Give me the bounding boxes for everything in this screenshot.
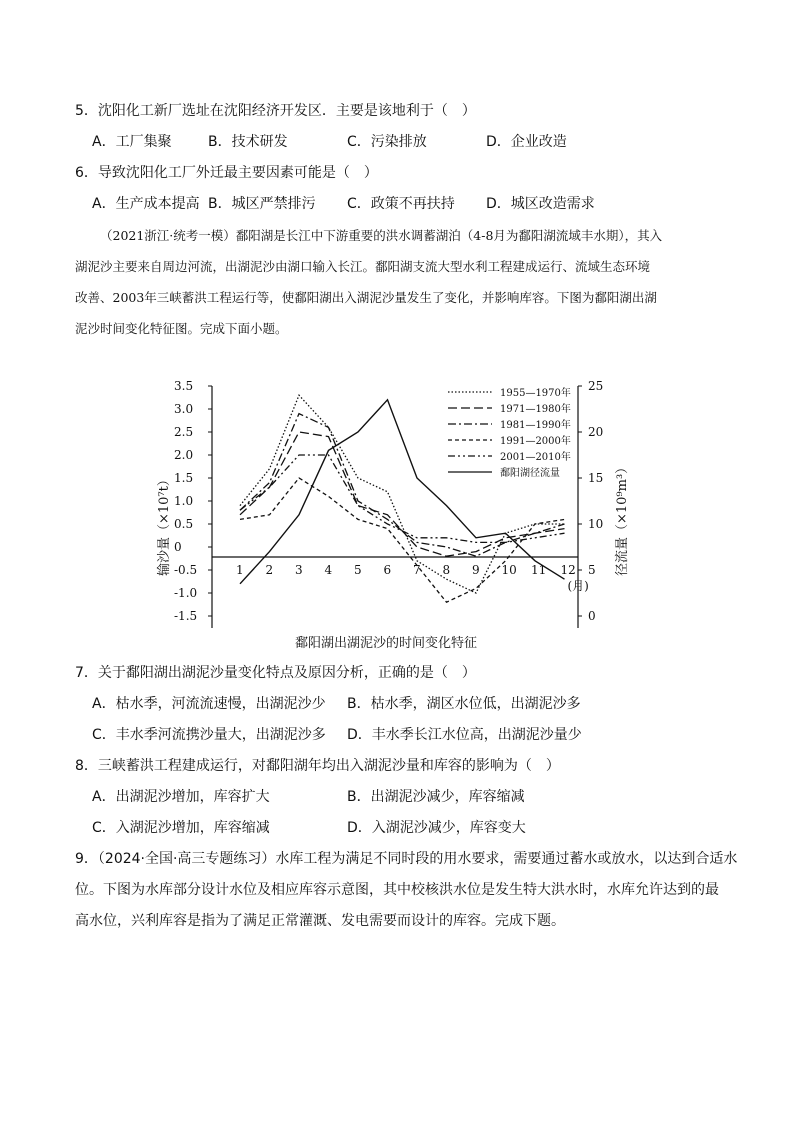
x-tick-label: 3 [295,563,303,577]
x-tick-label: 9 [472,563,480,577]
y-axis-right-label: 径流量（×10⁹m³） [615,460,630,576]
passage-line-4: 泥沙时间变化特征图。完成下面小题。 [75,321,288,336]
q6-option-d: D．城区改造需求 [486,196,595,212]
q5-option-d: D．企业改造 [486,134,567,150]
legend-label-4: 1991—2000年 [500,436,571,447]
x-tick-label: 1 [236,563,244,577]
y-right-tick-label: 10 [588,517,604,531]
chart-caption: 鄱阳湖出湖泥沙的时间变化特征 [295,636,478,651]
y-left-tick-label: -0.5 [174,563,198,577]
q7-option-d: D．丰水季长江水位高，出湖泥沙量少 [347,727,582,743]
q8-option-b: B．出湖泥沙减少，库容缩减 [347,789,525,805]
legend-label-1: 1955—1970年 [500,388,571,399]
q7-option-a: A．枯水季，河流流速慢，出湖泥沙少 [92,696,326,712]
x-axis-unit: (月) [567,579,589,593]
y-right-tick-label: 15 [588,471,604,485]
question-9-line-2: 位。下图为水库部分设计水位及相应库容示意图，其中校核洪水位是发生特大洪水时，水库允许达到的最 [75,882,719,898]
question-9-line-3: 高水位，兴利库容是指为了满足正常灌溉、发电需要而设计的库容。完成下题。 [75,913,565,929]
q6-option-a: A．生产成本提高 [92,196,200,212]
x-tick-label: 10 [501,563,517,577]
x-tick-label: 5 [354,563,362,577]
question-9-line-1: 9．（2024·全国·高三专题练习）水库工程为满足不同时段的用水要求，需要通过蓄水或放水，以达到合适水 [75,851,738,867]
question-7-stem: 7．关于鄱阳湖出湖泥沙量变化特点及原因分析，正确的是（ ） [75,665,476,681]
q8-option-a: A．出湖泥沙增加，库容扩大 [92,789,270,805]
legend-label-2: 1971—1980年 [500,404,571,415]
y-left-tick-label: -1.5 [174,609,198,623]
y-left-tick-label: 1.5 [174,471,194,485]
y-right-tick-label: 20 [588,425,604,439]
question-6-stem: 6．导致沈阳化工厂外迁最主要因素可能是（ ） [75,165,378,181]
series-line-2 [240,432,565,556]
q8-option-c: C．入湖泥沙增加，库容缩减 [92,820,270,836]
q7-option-c: C．丰水季河流携沙量大，出湖泥沙多 [92,727,326,743]
y-left-tick-label: 2.0 [174,448,194,462]
x-tick-label: 11 [531,563,547,577]
legend-label-5: 2001—2010年 [500,452,571,463]
y-left-tick-label: 2.5 [174,425,194,439]
y-axis-left-label: 输沙量（×10⁷t） [157,473,172,576]
series-line-4 [240,478,565,602]
q7-option-b: B．枯水季，湖区水位低，出湖泥沙多 [347,696,581,712]
x-tick-label: 2 [265,563,274,577]
passage-line-2: 湖泥沙主要来自周边河流，出湖泥沙由湖口输入长江。鄱阳湖支流大型水利工程建成运行、流域生态环境 [75,259,651,274]
x-tick-label: 8 [442,563,451,577]
legend-label-3: 1981—1990年 [500,420,571,431]
q6-option-c: C．政策不再扶持 [347,196,455,212]
x-tick-label: 4 [324,563,333,577]
q5-option-c: C．污染排放 [347,134,427,150]
y-left-tick-label: 3.0 [174,402,194,416]
y-left-tick-label: 0 [174,540,182,554]
q5-option-a: A．工厂集聚 [92,134,172,150]
y-right-tick-label: 0 [588,609,596,623]
y-right-tick-label: 25 [588,379,604,393]
y-left-tick-label: 0.5 [174,517,194,531]
y-left-tick-label: 1.0 [174,494,194,508]
x-tick-label: 7 [413,563,421,577]
x-tick-label: 12 [560,563,576,577]
q6-option-b: B．城区严禁排污 [208,196,316,212]
question-8-stem: 8．三峡蓄洪工程建成运行，对鄱阳湖年均出入湖泥沙量和库容的影响为（ ） [75,758,560,774]
x-tick-label: 6 [383,563,392,577]
y-right-tick-label: 5 [588,563,596,577]
y-left-tick-label: -1.0 [174,586,198,600]
q8-option-d: D．入湖泥沙减少，库容变大 [347,820,526,836]
sediment-chart [150,372,630,630]
series-line-3 [240,414,565,557]
passage-line-3: 改善、2003年三峡蓄洪工程运行等，使鄱阳湖出入湖泥沙量发生了变化，并影响库容。下图为鄱阳湖出湖 [75,290,657,305]
legend-label-6: 鄱阳湖径流量 [500,468,560,479]
question-5-stem: 5．沈阳化工新厂选址在沈阳经济开发区．主要是该地利于（ ） [75,103,476,119]
passage-line-1: （2021浙江·统考一模）鄱阳湖是长江中下游重要的洪水调蓄湖泊（4-8月为鄱阳湖流域丰水期），其入 [100,228,663,243]
q5-option-b: B．技术研发 [208,134,288,150]
y-left-tick-label: 3.5 [174,379,194,393]
